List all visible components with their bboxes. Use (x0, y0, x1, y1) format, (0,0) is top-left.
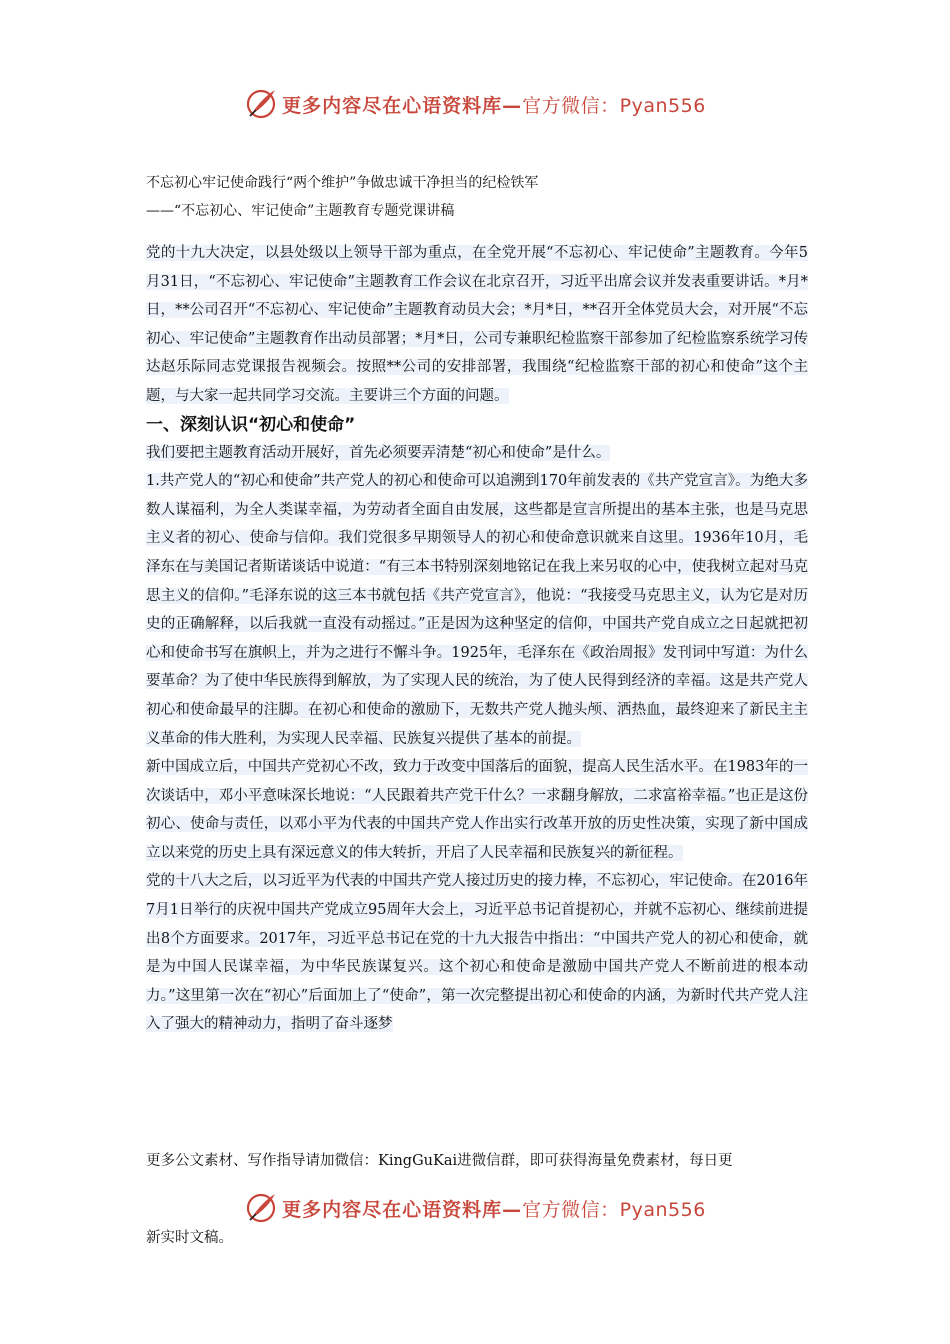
quill-logo-icon (244, 87, 278, 121)
paragraph-new-china: 新中国成立后，中国共产党初心不改，致力于改变中国落后的面貌，提高人民生活水平。在1983年的一次谈话中，邓小平意味深长地说：“人民跟着共产党干什么？一求翻身解放，二求富裕幸福。”也正是这份初心、使命与责任，以邓小平为代表的中国共产党人作出实行改革开放的历史性决策，实现了新中国成立以来党的历史上具有深远意义的伟大转折，开启了人民幸福和民族复兴的新征程。 (146, 759, 808, 861)
top-banner (0, 84, 950, 124)
paragraph-manifesto: 1.共产党人的“初心和使命”共产党人的初心和使命可以追溯到170年前发表的《共产党宣言》。为绝大多数人谋福利，为全人类谋幸福，为劳动者全面自由发展，这些都是宣言所提出的基本主张，也是马克思主义者的初心、使命与信仰。我们党很多早期领导人的初心和使命意识就来自这里。1936年10月，毛泽东在与美国记者斯诺谈话中说道：“有三本书特别深刻地铭记在我上来另収的心中，使我树立起对马克思主义的信仰。”毛泽东说的这三本书就包括《共产党宣言》，他说：“我接受马克思主义，认为它是对历史的正确解释，以后我就一直没有动摇过。”正是因为这种坚定的信仰，中国共产党自成立之日起就把初心和使命书写在旗帜上，并为之进行不懈斗争。1925年，毛泽东在《政治周报》发刊词中写道：为什么要革命？为了使中华民族得到解放，为了实现人民的统治，为了使人民得到经济的幸福。这是共产党人初心和使命最早的注脚。在初心和使命的激励下，无数共产党人抛头颅、洒热血，最终迎来了新民主主义革命的伟大胜利，为实现人民幸福、民族复兴提供了基本的前提。 (146, 473, 808, 747)
paragraph-question: 我们要把主题教育活动开展好，首先必须要弄清楚“初心和使命”是什么。 (146, 444, 611, 461)
quill-logo-icon (244, 1191, 278, 1225)
banner-wechat: 官方微信：Pyan556 (522, 94, 706, 117)
section-heading-1: 一、深刻认识“初心和使命” (146, 414, 356, 435)
banner-text: 更多内容尽在心语资料库— (282, 94, 523, 117)
bottom-banner (0, 1188, 950, 1228)
banner-wechat: 官方微信：Pyan556 (522, 1198, 706, 1221)
paragraph-new-era: 党的十八大之后，以习近平为代表的中国共产党人接过历史的接力棒，不忘初心，牢记使命。在2016年7月1日举行的庆祝中国共产党成立95周年大会上，习近平总书记首提初心，并就不忘初心、继续前进提出8个方面要求。2017年，习近平总书记在党的十九大报告中指出：“中国共产党人的初心和使命，就是为中国人民谋幸福，为中华民族谋复兴。这个初心和使命是激励中国共产党人不断前进的根本动力。”这里第一次在“初心”后面加上了“使命”，第一次完整提出初心和使命的内涵，为新时代共产党人注入了强大的精神动力，指明了奋斗逐梦 (146, 873, 808, 1033)
doc-body (146, 239, 808, 1039)
doc-title-line1: 不忘初心牢记使命践行“两个维护”争做忠诚干净担当的纪检铁军 (146, 175, 539, 191)
doc-title-line2: ——“不忘初心、牢记使命”主题教育专题党课讲稿 (146, 203, 455, 219)
paragraph-intro: 党的十九大决定，以县处级以上领导干部为重点，在全党开展“不忘初心、牢记使命”主题教育。今年5月31日，“不忘初心、牢记使命”主题教育工作会议在北京召开，习近平出席会议并发表重要讲话。*月*日，**公司召开“不忘初心、牢记使命”主题教育动员大会；*月*日，**召开全体党员大会，对开展“不忘初心、牢记使命”主题教育作出动员部署；*月*日，公司专兼职纪检监察干部参加了纪检监察系统学习传达赵乐际同志党课报告视频会。按照**公司的安排部署，我围绕“纪检监察干部的初心和使命”这个主题，与大家一起共同学习交流。主要讲三个方面的问题。 (146, 245, 808, 404)
banner-text: 更多内容尽在心语资料库— (282, 1198, 523, 1221)
footer-line2: 新实时文稿。 (146, 1230, 233, 1246)
footer-line1: 更多公文素材、写作指导请加微信：KingGuKai进微信群，即可获得海量免费素材，每日更 (146, 1153, 733, 1169)
